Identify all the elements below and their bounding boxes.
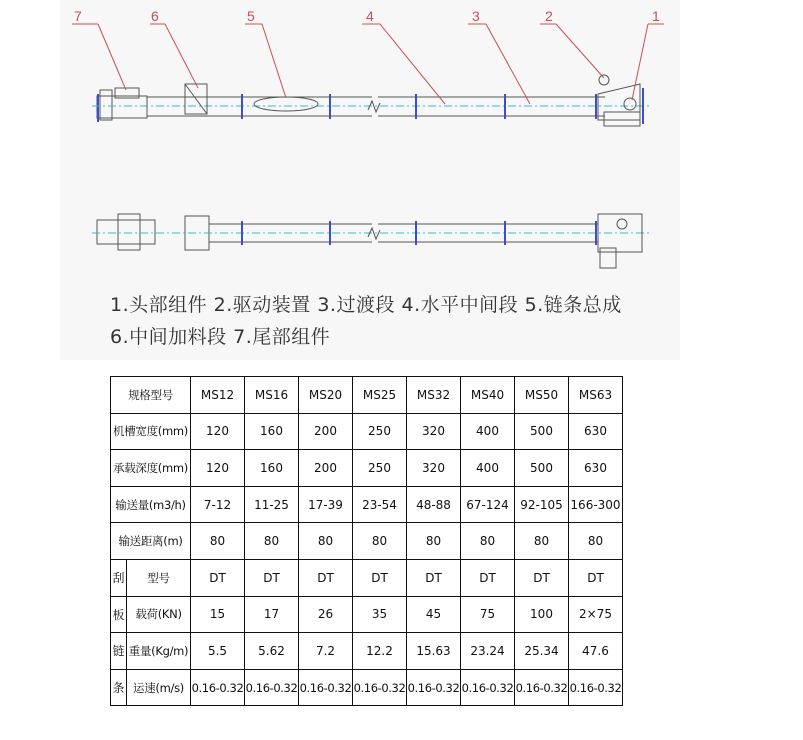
tail-assembly-body [97,96,147,118]
callout-5: 5 [247,8,255,24]
table-header-row [111,377,623,414]
row-label-cell: 机槽宽度(mm) [111,413,191,450]
value-cell: 5.5 [191,633,245,670]
chain-group-side-label: 刮 [111,559,127,596]
model-header-cell: MS20 [299,377,353,414]
value-cell: 166-300 [569,486,623,523]
callout-3: 3 [472,8,480,24]
chain-row-label-cell: 运速(m/s) [127,669,191,706]
chain-group-side-label: 条 [111,669,127,706]
inspection-window [254,97,318,111]
plan-drive-unit [600,248,616,268]
value-cell: 12.2 [353,633,407,670]
value-cell: 160 [245,413,299,450]
callout-6: 6 [151,8,159,24]
value-cell: 0.16-0.32 [191,669,245,706]
value-cell: 75 [461,596,515,633]
value-cell: 26 [299,596,353,633]
value-cell: DT [461,559,515,596]
callout-4: 4 [366,8,374,24]
value-cell: 80 [569,523,623,560]
model-header-cell: MS12 [191,377,245,414]
value-cell: 320 [407,413,461,450]
value-cell: 0.16-0.32 [569,669,623,706]
table-row [111,450,623,487]
table-row [111,413,623,450]
value-cell: 92-105 [515,486,569,523]
chain-row-label-cell: 载荷(KN) [127,596,191,633]
model-header-cell: MS63 [569,377,623,414]
value-cell: 0.16-0.32 [299,669,353,706]
chain-row-label-cell: 重量(Kg/m) [127,633,191,670]
value-cell: 0.16-0.32 [353,669,407,706]
value-cell: 80 [353,523,407,560]
chain-group-side-label: 板 [111,596,127,633]
value-cell: 80 [299,523,353,560]
value-cell: 23-54 [353,486,407,523]
chain-table-row [111,559,623,596]
value-cell: 160 [245,450,299,487]
value-cell: 80 [191,523,245,560]
value-cell: 80 [245,523,299,560]
value-cell: 35 [353,596,407,633]
value-cell: 7-12 [191,486,245,523]
value-cell: 400 [461,450,515,487]
callout-2: 2 [545,8,553,24]
value-cell: 45 [407,596,461,633]
model-header-cell: MS50 [515,377,569,414]
value-cell: 67-124 [461,486,515,523]
value-cell: 17-39 [299,486,353,523]
value-cell: 0.16-0.32 [245,669,299,706]
value-cell: 250 [353,450,407,487]
value-cell: 400 [461,413,515,450]
value-cell: 80 [515,523,569,560]
elevation-view [92,75,650,126]
value-cell: 500 [515,413,569,450]
callout-1: 1 [652,8,660,24]
callout-7: 7 [74,8,82,24]
value-cell: 5.62 [245,633,299,670]
table-row [111,523,623,560]
value-cell: DT [299,559,353,596]
chain-table-row [111,633,623,670]
value-cell: 120 [191,413,245,450]
model-header-cell: MS40 [461,377,515,414]
break-symbol [368,101,380,112]
header-label-cell: 规格型号 [111,377,191,414]
value-cell: 630 [569,413,623,450]
value-cell: 23.24 [461,633,515,670]
value-cell: 11-25 [245,486,299,523]
chain-table-row [111,596,623,633]
value-cell: 15 [191,596,245,633]
chain-table-row [111,669,623,706]
value-cell: DT [191,559,245,596]
value-cell: DT [353,559,407,596]
value-cell: 25.34 [515,633,569,670]
model-header-cell: MS25 [353,377,407,414]
value-cell: DT [569,559,623,596]
model-header-cell: MS16 [245,377,299,414]
value-cell: 500 [515,450,569,487]
value-cell: 200 [299,450,353,487]
value-cell: 15.63 [407,633,461,670]
value-cell: DT [515,559,569,596]
value-cell: 7.2 [299,633,353,670]
legend-line-2: 6.中间加料段 7.尾部组件 [110,326,331,348]
value-cell: 320 [407,450,461,487]
row-label-cell: 输送距离(m) [111,523,191,560]
value-cell: 100 [515,596,569,633]
chain-group-side-label: 链 [111,633,127,670]
row-label-cell: 输送量(m3/h) [111,486,191,523]
tail-end-plate [100,90,112,120]
value-cell: 80 [461,523,515,560]
value-cell: 0.16-0.32 [407,669,461,706]
head-base [604,112,640,126]
value-cell: 80 [407,523,461,560]
head-sprocket [624,98,636,110]
drive-motor [599,75,609,85]
value-cell: 48-88 [407,486,461,523]
value-cell: 47.6 [569,633,623,670]
callouts [72,24,664,104]
value-cell: 120 [191,450,245,487]
value-cell: 630 [569,450,623,487]
value-cell: 0.16-0.32 [515,669,569,706]
table-row [111,486,623,523]
value-cell: 2×75 [569,596,623,633]
chain-row-label-cell: 型号 [127,559,191,596]
value-cell: 200 [299,413,353,450]
value-cell: DT [245,559,299,596]
model-header-cell: MS32 [407,377,461,414]
value-cell: 17 [245,596,299,633]
row-label-cell: 承载深度(mm) [111,450,191,487]
spec-table [110,376,623,706]
value-cell: DT [407,559,461,596]
value-cell: 0.16-0.32 [461,669,515,706]
value-cell: 250 [353,413,407,450]
plan-view [92,214,650,268]
legend-line-1: 1.头部组件 2.驱动装置 3.过渡段 4.水平中间段 5.链条总成 [110,294,622,316]
